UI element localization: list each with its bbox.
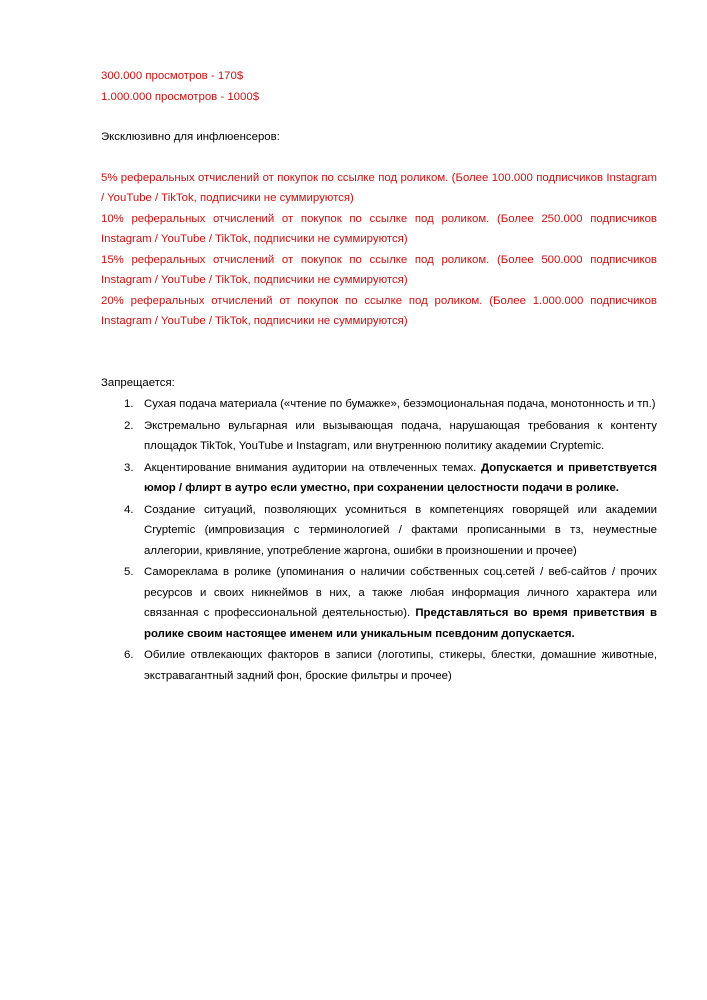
document-page: [101, 66, 657, 686]
rule-bold-text: Допускается и приветствуется юмор / флирт в аутро если уместно, при сохранении целостности подачи в ролике.: [144, 461, 658, 494]
referral-item: 10% реферальных отчислений от покупок по ссылке под роликом. (Более 250.000 подписчиков Instagram / YouTube / TikTok, подписчики не суммируются): [101, 212, 657, 245]
rule-text: Экстремально вульгарная или вызывающая подача, нарушающая требования к контенту площадок TikTok, YouTube и Instagram, или внутреннюю политику академии Cryptemic.: [144, 419, 657, 452]
views-pricing: [101, 66, 657, 107]
rule-item: [101, 500, 657, 562]
rule-text: Акцентирование внимания аудитории на отвлеченных темах.: [144, 461, 481, 474]
referral-item: 15% реферальных отчислений от покупок по ссылке под роликом. (Более 500.000 подписчиков Instagram / YouTube / TikTok, подписчики не суммируются): [101, 253, 657, 286]
rule-number: 3.: [124, 461, 134, 474]
rule-item: [101, 458, 657, 499]
rule-item: [101, 645, 657, 686]
rule-item: [101, 394, 657, 415]
rule-number: 5.: [124, 566, 134, 578]
forbidden-rules-list: [101, 394, 657, 686]
views-price-line: 1.000.000 просмотров - 1000$: [101, 90, 260, 103]
forbidden-heading: Запрещается:: [101, 376, 175, 389]
rule-text: Создание ситуаций, позволяющих усомниться в компетенциях говорящей или академии Cryptemic (импровизация с терминологией / фактами прописанными в тз, неуместные аллегории, кривляние, употребление жаргона, ошибки в произношении и прочее): [144, 503, 657, 557]
rule-number: 6.: [124, 649, 134, 661]
rule-number: 4.: [124, 503, 134, 516]
referral-list: [101, 168, 657, 332]
referral-item: 5% реферальных отчислений от покупок по ссылке под роликом. (Более 100.000 подписчиков Instagram / YouTube / TikTok, подписчики не суммируются): [101, 171, 657, 204]
rule-text: Обилие отвлекающих факторов в записи (логотипы, стикеры, блестки, домашние животные, экстравагантный задний фон, броские фильтры и прочее): [144, 649, 657, 682]
rule-number: 1.: [124, 398, 134, 410]
rule-item: [101, 416, 657, 457]
rule-text: Сухая подача материала («чтение по бумажке», безэмоциональная подача, монотонность и тп.): [144, 398, 656, 410]
views-price-line: 300.000 просмотров - 170$: [101, 70, 244, 82]
rule-bold-text: Представляться во время приветствия в ролике своим настоящее именем или уникальным псевдоним допускается.: [144, 607, 657, 640]
rule-number: 2.: [124, 419, 134, 432]
rule-text: Самореклама в ролике (упоминания о наличии собственных соц.сетей / веб-сайтов / прочих ресурсов и своих никнеймов в них, а также любая информация личного характера или связанная с профессиональной деятельностью).: [144, 566, 657, 619]
referral-item: 20% реферальных отчислений от покупок по ссылке под роликом. (Более 1.000.000 подписчиков Instagram / YouTube / TikTok, подписчики не суммируются): [101, 294, 657, 327]
exclusive-heading: Эксклюзивно для инфлюенсеров:: [101, 131, 280, 143]
rule-item: [101, 562, 657, 644]
